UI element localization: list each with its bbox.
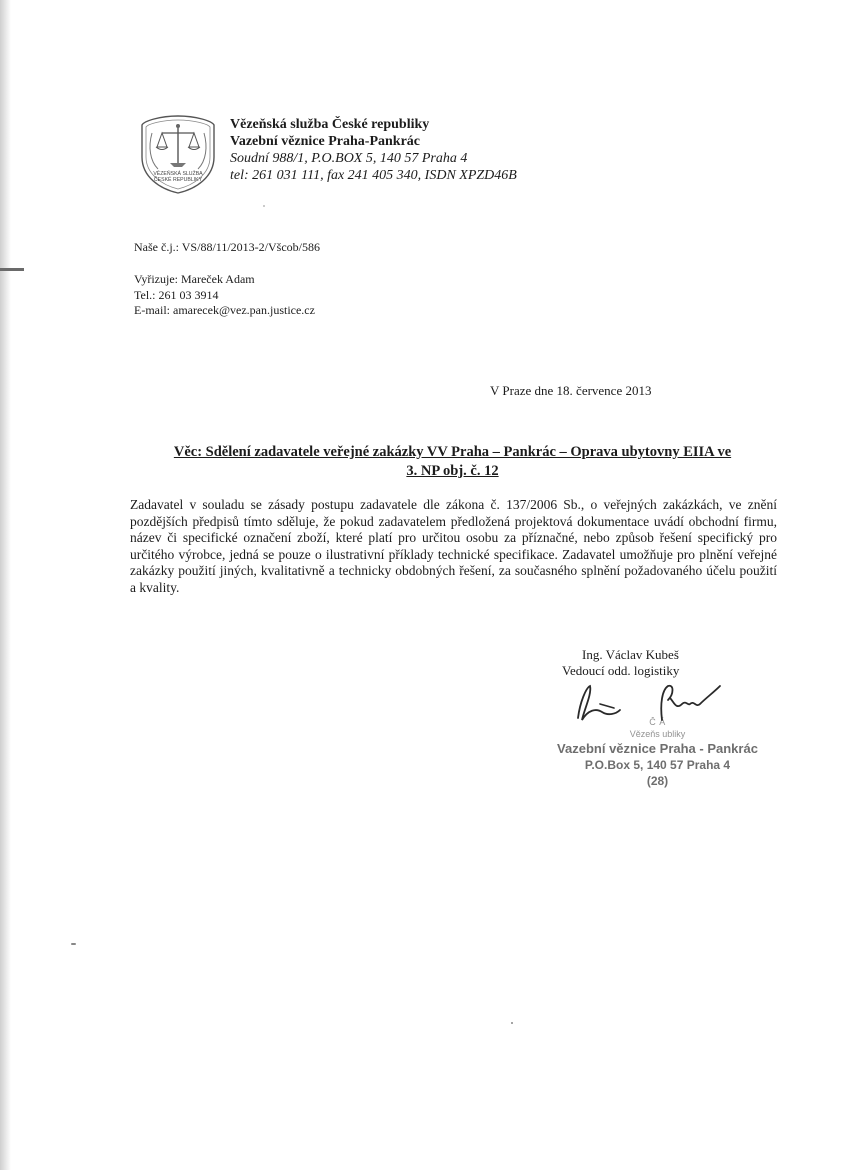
stamp-line4: P.O.Box 5, 140 57 Praha 4 <box>584 758 731 772</box>
subject-heading <box>130 443 775 481</box>
scan-edge-mark <box>0 268 24 271</box>
prison-service-emblem-icon <box>138 113 218 195</box>
email-address: E-mail: amarecek@vez.pan.justice.cz <box>134 303 315 317</box>
emblem-text-line1: VĚZEŇSKÁ SLUŽBA <box>153 171 203 177</box>
letterhead <box>230 116 517 184</box>
stamp-line2: Vězeňs ubliky <box>629 729 686 739</box>
letterhead-address: Soudní 988/1, P.O.BOX 5, 140 57 Praha 4 <box>230 151 468 166</box>
letterhead-contacts: tel: 261 031 111, fax 241 405 340, ISDN XPZD46B <box>230 168 517 183</box>
scan-speck <box>263 205 265 207</box>
scan-speck <box>71 943 76 945</box>
signature-icon <box>570 680 750 730</box>
emblem-text-line2: ČESKÉ REPUBLIKY <box>153 177 203 183</box>
letterhead-org-name: Vězeňská služba České republiky <box>230 117 430 132</box>
signer-name: Ing. Václav Kubeš <box>582 647 679 662</box>
letter-date: V Praze dne 18. července 2013 <box>490 383 652 398</box>
stamp-line1: Č Á <box>649 717 666 727</box>
stamp-line3: Vazební věznice Praha - Pankrác <box>557 741 758 756</box>
phone-number: Tel.: 261 03 3914 <box>134 287 219 302</box>
scan-edge-shadow <box>0 0 11 1170</box>
body-paragraph: Zadavatel v souladu se zásady postupu zadavatele dle zákona č. 137/2006 Sb., o veřejných zakázkách, ve znění pozdějších předpisů tímto sděluje, že pokud zadavatelem předložená projektová dokumentace uvádí obchodní firmu, název či specifické označení zboží, které platí pro určitou osobu za příznačné, nebo způsob řešení specifický pro určitého výrobce, jedná se pouze o ilustrativní příklady technické specifikace. Zadavatel umožňuje pro plnění veřejné zakázky použití jiných, kvalitativně a technicky obdobných řešení, za současného splnění požadovaného účelu použití a kvality. <box>130 497 777 595</box>
handler-name: Vyřizuje: Mareček Adam <box>134 272 255 286</box>
signer-block <box>562 647 712 679</box>
reference-number: Naše č.j.: VS/88/11/2013-2/Všcob/586 <box>134 240 320 254</box>
signer-title: Vedoucí odd. logistiky <box>562 663 680 678</box>
subject-line2: 3. NP obj. č. 12 <box>406 463 499 479</box>
letterhead-unit-name: Vazební věznice Praha-Pankrác <box>230 134 421 149</box>
stamp-line5: (28) <box>646 774 669 788</box>
subject-line1: Věc: Sdělení zadavatele veřejné zakázky VV Praha – Pankrác – Oprava ubytovny EIIA ve <box>173 444 732 460</box>
contact-block <box>134 272 315 319</box>
scan-speck <box>511 1022 513 1024</box>
